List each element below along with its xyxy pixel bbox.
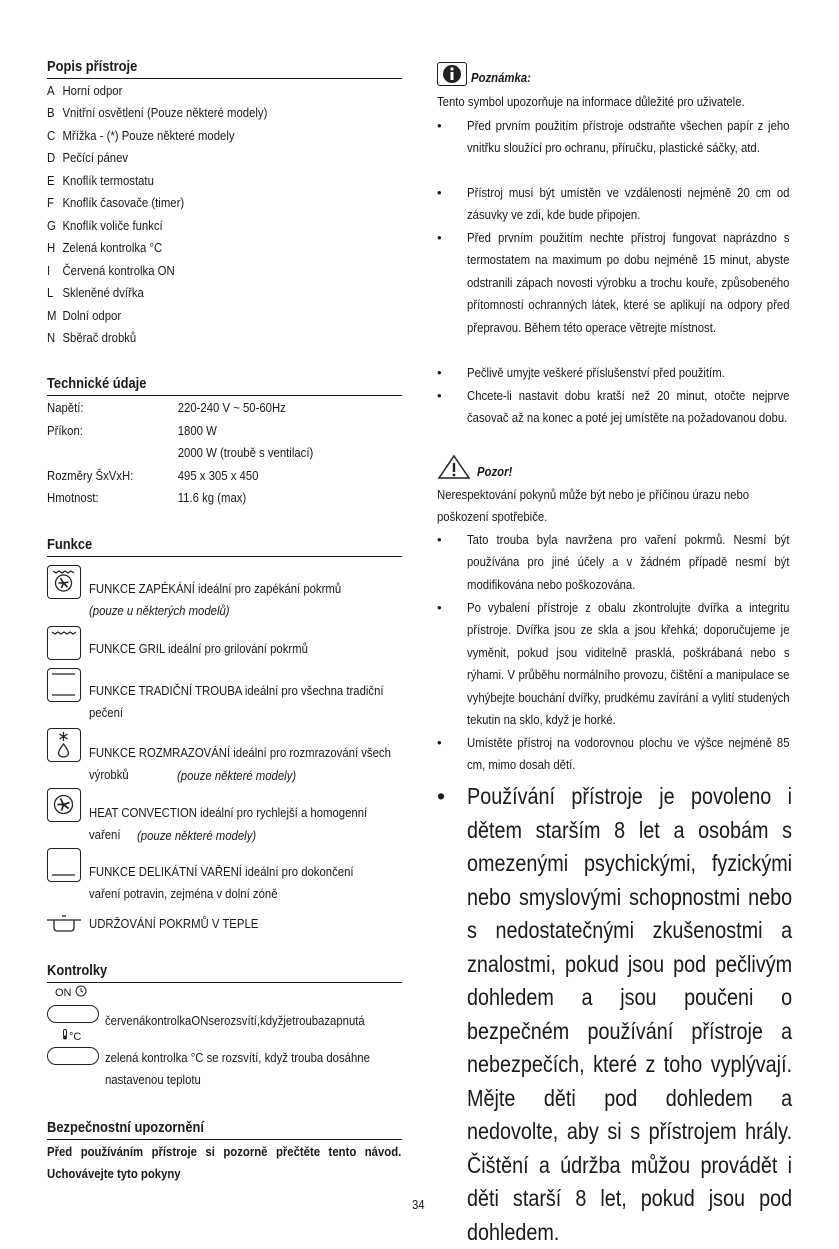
function-label: UDRŽOVÁNÍ POKRMŮ V TEPLE <box>89 916 259 931</box>
function-note: (pouze některé modely) <box>137 828 257 843</box>
bezpec-intro: Před používáním přístroje si pozorně přečtěte tento návod. Uchovávejte tyto pokyny <box>47 1144 402 1182</box>
kontrolky-heading: Kontrolky <box>47 961 402 983</box>
bezpec-heading: Bezpečnostní upozornění <box>47 1118 402 1140</box>
list-item: I Červená kontrolka ON <box>47 263 175 278</box>
table-row: Příkon: 1800 W <box>47 423 217 438</box>
c-indicator-label: °C <box>61 1029 81 1044</box>
list-item: A Horní odpor <box>47 83 123 98</box>
tech-heading: Technické údaje <box>47 374 402 396</box>
function-label: FUNKCE ROZMRAZOVÁNÍ ideální pro rozmrazování všech výrobků <box>89 745 391 783</box>
pozor-intro: Nerespektování pokynů může být nebo je příčinou úrazu nebo poškození spotřebiče. <box>437 487 750 525</box>
gratin-fan-icon <box>47 565 81 599</box>
convection-fan-icon <box>47 788 81 822</box>
function-note: (pouze u některých modelů) <box>89 603 230 619</box>
defrost-icon <box>47 728 81 762</box>
list-item: F Knoflík časovače (timer) <box>47 195 185 210</box>
grill-icon <box>47 626 81 660</box>
table-row: Rozměry ŠxVxH: 495 x 305 x 450 <box>47 468 259 483</box>
poznamka-title: Poznámka: <box>471 70 531 85</box>
function-label: FUNKCE TRADIČNÍ TROUBA ideální pro všechna tradiční pečení <box>89 683 384 721</box>
table-row: 2000 W (troubě s ventilací) <box>177 445 314 460</box>
keep-warm-icon <box>47 914 81 941</box>
green-indicator-light <box>47 1047 99 1065</box>
bottom-heat-icon <box>47 848 81 882</box>
list-item: G Knoflík voliče funkcí <box>47 218 163 233</box>
green-indicator-text: zelená kontrolka °C se rozsvítí, když trouba dosáhne nastavenou teplotu <box>105 1050 370 1088</box>
funkce-heading: Funkce <box>47 535 402 557</box>
function-label: FUNKCE DELIKÁTNÍ VAŘENÍ ideální pro dokončení vaření potravin, zejména v dolní zóně <box>89 864 354 902</box>
red-indicator-light <box>47 1005 99 1023</box>
list-item: N Sběrač drobků <box>47 330 137 345</box>
function-label: FUNKCE GRIL ideální pro grilování pokrmů <box>89 641 308 656</box>
list-item: H Zelená kontrolka °C <box>47 240 163 255</box>
clock-icon <box>75 987 87 999</box>
poznamka-intro: Tento symbol upozorňuje na informace důležité pro uživatele. <box>437 94 745 109</box>
function-label: FUNKCE ZAPÉKÁNÍ ideální pro zapékání pokrmů <box>89 581 342 596</box>
thermometer-icon <box>61 1031 69 1043</box>
function-label: HEAT CONVECTION ideální pro rychlejší a homogenní vaření <box>89 805 368 843</box>
list-item: C Mřížka - (*) Pouze některé modely <box>47 128 235 143</box>
traditional-oven-icon <box>47 668 81 702</box>
pozor-title: Pozor! <box>477 464 513 479</box>
list-item: D Pečící pánev <box>47 150 129 165</box>
list-item: M Dolní odpor <box>47 308 122 323</box>
warning-icon <box>437 454 471 487</box>
popis-heading: Popis přístroje <box>47 57 402 79</box>
function-note: (pouze některé modely) <box>177 768 297 783</box>
on-indicator-label: ON <box>55 985 87 1001</box>
red-indicator-text: červenákontrolkaONserozsvítí,kdyžjetroubazapnutá <box>105 1013 365 1028</box>
table-row: Hmotnost: 11.6 kg (max) <box>47 490 247 505</box>
info-icon <box>437 62 467 86</box>
page-number: 34 <box>412 1197 425 1212</box>
list-item: B Vnitřní osvětlení (Pouze některé modely) <box>47 105 268 120</box>
table-row: Napětí: 220-240 V ~ 50-60Hz <box>47 400 286 415</box>
list-item: L Skleněné dvířka <box>47 285 144 300</box>
list-item: E Knoflík termostatu <box>47 173 154 188</box>
